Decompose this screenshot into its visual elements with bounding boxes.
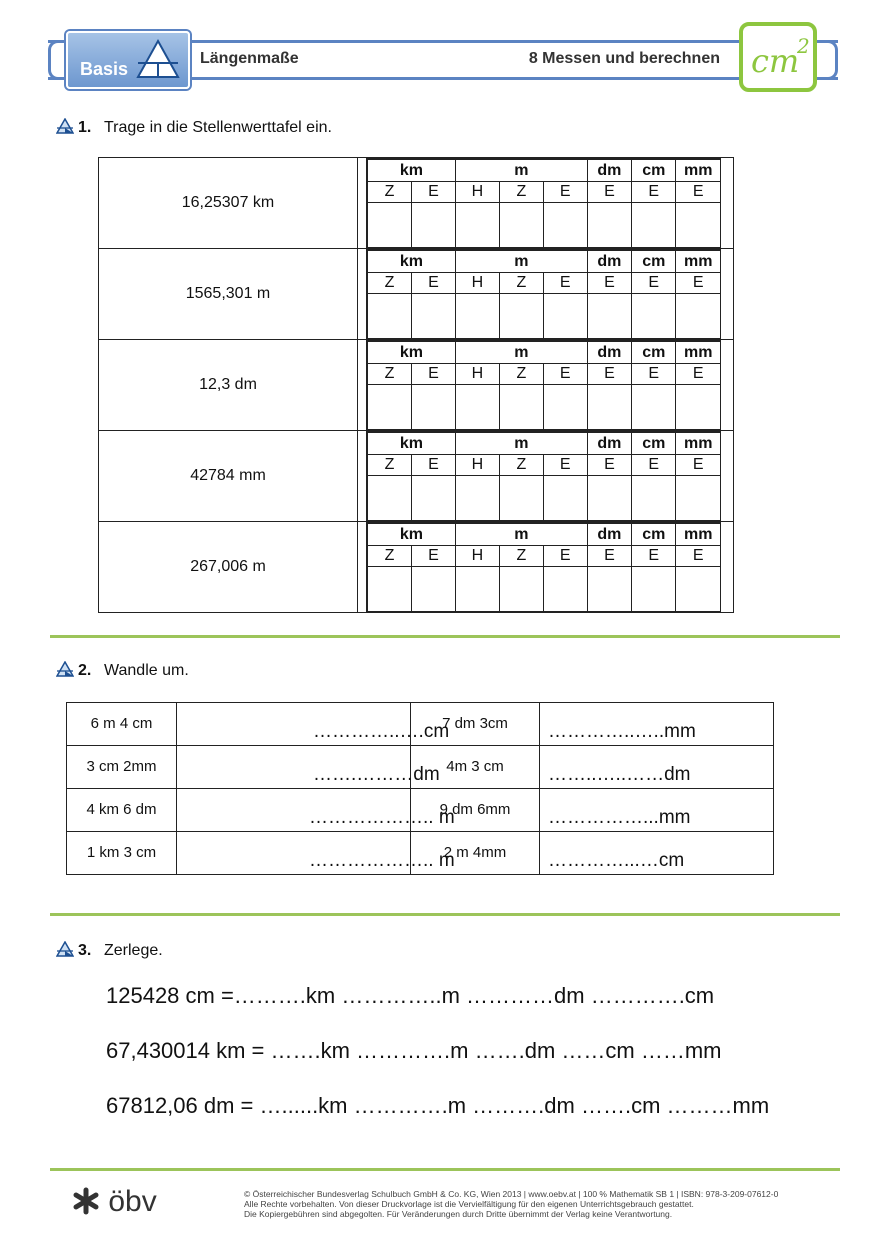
digit-header: H	[455, 273, 499, 294]
answer-cell[interactable]	[455, 476, 499, 521]
task3-instruction: Zerlege.	[104, 942, 163, 959]
digit-header: E	[543, 182, 587, 203]
cm2-logo-exponent: 2	[797, 34, 810, 58]
answer-cell[interactable]	[632, 567, 676, 612]
digit-header: E	[543, 364, 587, 385]
unit-header: dm	[587, 159, 631, 182]
spacer	[358, 522, 367, 613]
spacer	[358, 158, 367, 249]
unit-header: km	[368, 523, 456, 546]
unit-row	[368, 250, 721, 273]
unit-header: cm	[632, 250, 676, 273]
answer-cell[interactable]	[368, 294, 412, 339]
answer-cell[interactable]	[499, 567, 543, 612]
answer-cell[interactable]	[499, 203, 543, 248]
answer-blank: ……………….. m	[309, 807, 455, 828]
conversion-label: 1 km 3 cm	[67, 832, 177, 875]
answer-cell[interactable]	[499, 476, 543, 521]
publisher-logo	[72, 1185, 157, 1219]
digit-header: Z	[368, 455, 412, 476]
digit-header: E	[587, 364, 631, 385]
table-row	[67, 789, 774, 832]
header-bar-left-cap	[48, 40, 62, 80]
answer-cell[interactable]	[587, 294, 631, 339]
digit-header: E	[632, 364, 676, 385]
digit-header: H	[455, 182, 499, 203]
digit-header: E	[587, 273, 631, 294]
digit-header: Z	[368, 273, 412, 294]
unit-header: m	[455, 341, 587, 364]
answer-field[interactable]	[540, 789, 774, 832]
copyright-notice	[244, 1189, 778, 1219]
answer-cell[interactable]	[543, 294, 587, 339]
decompose-line[interactable]: 67812,06 dm = …......km ………….m ……….dm …….cm ………mm	[106, 1093, 770, 1118]
digit-header: E	[411, 546, 455, 567]
task3-number: 3.	[78, 942, 92, 959]
unit-header: cm	[632, 523, 676, 546]
answer-cell[interactable]	[676, 476, 721, 521]
place-value-grid	[367, 340, 734, 431]
cm2-logo-base: cm	[751, 42, 800, 80]
digit-header: E	[632, 546, 676, 567]
table-row	[99, 249, 734, 340]
conversion-label: 4 km 6 dm	[67, 789, 177, 832]
answer-row	[368, 385, 721, 430]
answer-field[interactable]	[540, 746, 774, 789]
digit-header: E	[676, 364, 721, 385]
unit-header: km	[368, 250, 456, 273]
answer-row	[368, 203, 721, 248]
unit-header: m	[455, 250, 587, 273]
task2-number: 2.	[78, 662, 92, 679]
place-value-grid-table	[367, 522, 721, 612]
conversion-label: 6 m 4 cm	[67, 703, 177, 746]
answer-cell[interactable]	[632, 294, 676, 339]
publisher-logo-text: öbv	[108, 1185, 157, 1218]
answer-cell[interactable]	[587, 567, 631, 612]
measurement-value: 267,006 m	[99, 522, 358, 613]
answer-cell[interactable]	[411, 294, 455, 339]
place-value-grid-table	[367, 158, 721, 248]
digit-header: H	[455, 455, 499, 476]
place-value-table	[98, 157, 734, 613]
task2-instruction: Wandle um.	[104, 662, 189, 679]
digit-header: E	[587, 182, 631, 203]
answer-cell[interactable]	[676, 385, 721, 430]
digit-header: Z	[368, 364, 412, 385]
digit-row	[368, 455, 721, 476]
digit-header: Z	[368, 546, 412, 567]
answer-cell[interactable]	[411, 385, 455, 430]
conversion-table	[66, 702, 774, 875]
digit-row	[368, 364, 721, 385]
answer-cell[interactable]	[587, 385, 631, 430]
digit-header: E	[632, 455, 676, 476]
digit-header: E	[587, 455, 631, 476]
spacer	[358, 249, 367, 340]
answer-cell[interactable]	[368, 476, 412, 521]
star-icon	[72, 1187, 100, 1215]
task1-number: 1.	[78, 119, 92, 136]
copyright-line: Die Kopiergebühren sind abgegolten. Für Veränderungen durch Dritte übernimmt der Verlag keine Verantwortung.	[244, 1209, 673, 1219]
place-value-grid	[367, 522, 734, 613]
digit-row	[368, 546, 721, 567]
answer-cell[interactable]	[411, 476, 455, 521]
unit-header: m	[455, 523, 587, 546]
answer-cell[interactable]	[368, 567, 412, 612]
copyright-line: Alle Rechte vorbehalten. Von dieser Druckvorlage ist die Vervielfältigung für den eigenen Unterrichtsgebrauch gestattet.	[244, 1199, 694, 1209]
table-row	[99, 158, 734, 249]
unit-row	[368, 523, 721, 546]
spacer	[358, 340, 367, 431]
digit-header: Z	[499, 455, 543, 476]
answer-cell[interactable]	[543, 567, 587, 612]
conversion-label: 3 cm 2mm	[67, 746, 177, 789]
pyramid-icon	[56, 661, 74, 677]
answer-field[interactable]	[177, 746, 440, 789]
digit-header: E	[676, 182, 721, 203]
conversion-label: 7 dm 3cm	[411, 703, 540, 746]
digit-header: E	[676, 455, 721, 476]
measurement-value: 1565,301 m	[99, 249, 358, 340]
place-value-grid	[367, 158, 734, 249]
place-value-grid-table	[367, 431, 721, 521]
digit-header: H	[455, 546, 499, 567]
answer-cell[interactable]	[499, 385, 543, 430]
task2-heading	[56, 661, 189, 680]
place-value-grid-table	[367, 249, 721, 339]
digit-header: E	[632, 273, 676, 294]
table-row	[99, 431, 734, 522]
digit-header: E	[543, 455, 587, 476]
answer-field[interactable]	[177, 703, 450, 746]
unit-header: km	[368, 159, 456, 182]
separator	[50, 635, 840, 638]
table-row	[67, 746, 774, 789]
answer-cell[interactable]	[676, 567, 721, 612]
conversion-label: 4m 3 cm	[411, 746, 540, 789]
unit-row	[368, 159, 721, 182]
place-value-grid	[367, 431, 734, 522]
measurement-value: 16,25307 km	[99, 158, 358, 249]
answer-field[interactable]	[177, 789, 455, 832]
conversion-label: 2 m 4mm	[411, 832, 540, 875]
unit-header: m	[455, 159, 587, 182]
answer-row	[368, 294, 721, 339]
table-row	[99, 340, 734, 431]
answer-blank: ……..…..……dm	[548, 764, 691, 785]
answer-row	[368, 476, 721, 521]
header-bar-right-cap	[824, 40, 838, 80]
answer-blank: …………...…cm	[548, 850, 685, 871]
basis-badge-label: Basis	[80, 59, 129, 79]
table-row	[67, 703, 774, 746]
pyramid-icon	[56, 118, 74, 134]
answer-blank: …………..….cm	[313, 721, 450, 742]
digit-row	[368, 273, 721, 294]
unit-header: dm	[587, 523, 631, 546]
unit-header: dm	[587, 341, 631, 364]
answer-cell[interactable]	[499, 294, 543, 339]
digit-header: E	[676, 546, 721, 567]
unit-row	[368, 341, 721, 364]
unit-header: cm	[632, 432, 676, 455]
digit-header: E	[411, 182, 455, 203]
digit-header: E	[587, 546, 631, 567]
unit-header: cm	[632, 341, 676, 364]
unit-header: dm	[587, 432, 631, 455]
digit-header: E	[543, 546, 587, 567]
unit-row	[368, 432, 721, 455]
separator	[50, 913, 840, 916]
digit-header: E	[411, 455, 455, 476]
unit-header: km	[368, 432, 456, 455]
answer-cell[interactable]	[368, 203, 412, 248]
cm2-logo	[739, 22, 817, 92]
answer-cell[interactable]	[587, 203, 631, 248]
answer-cell[interactable]	[543, 203, 587, 248]
unit-header: mm	[676, 159, 721, 182]
pyramid-icon	[56, 941, 74, 957]
answer-cell[interactable]	[455, 385, 499, 430]
digit-row	[368, 182, 721, 203]
answer-cell[interactable]	[632, 385, 676, 430]
unit-header: mm	[676, 250, 721, 273]
answer-blank: ……………….. m	[309, 850, 455, 871]
unit-header: mm	[676, 341, 721, 364]
unit-header: dm	[587, 250, 631, 273]
digit-header: Z	[368, 182, 412, 203]
measurement-value: 12,3 dm	[99, 340, 358, 431]
unit-header: m	[455, 432, 587, 455]
answer-cell[interactable]	[632, 203, 676, 248]
digit-header: E	[411, 273, 455, 294]
digit-header: E	[411, 364, 455, 385]
basis-badge	[66, 31, 190, 89]
table-row	[67, 832, 774, 875]
answer-cell[interactable]	[543, 385, 587, 430]
answer-field[interactable]	[177, 832, 455, 875]
digit-header: H	[455, 364, 499, 385]
answer-cell[interactable]	[455, 203, 499, 248]
answer-blank: …….………dm	[313, 764, 440, 785]
measurement-value: 42784 mm	[99, 431, 358, 522]
task1-instruction: Trage in die Stellenwerttafel ein.	[104, 119, 332, 136]
place-value-grid-table	[367, 340, 721, 430]
answer-field[interactable]	[540, 703, 774, 746]
digit-header: E	[676, 273, 721, 294]
copyright-line: © Österreichischer Bundesverlag Schulbuch GmbH & Co. KG, Wien 2013 | www.oebv.at | 100 % Mathematik SB 1 | ISBN: 978-3-209-07612-0	[244, 1189, 779, 1199]
answer-cell[interactable]	[455, 294, 499, 339]
answer-cell[interactable]	[676, 203, 721, 248]
digit-header: Z	[499, 273, 543, 294]
unit-header: mm	[676, 523, 721, 546]
pyramid-icon	[136, 37, 180, 81]
task1-heading	[56, 118, 332, 137]
unit-header: mm	[676, 432, 721, 455]
page-title: Längenmaße	[200, 50, 299, 67]
answer-field[interactable]	[540, 832, 774, 875]
unit-header: cm	[632, 159, 676, 182]
task3-heading	[56, 941, 163, 960]
digit-header: E	[543, 273, 587, 294]
place-value-grid	[367, 249, 734, 340]
answer-row	[368, 567, 721, 612]
answer-cell[interactable]	[455, 567, 499, 612]
answer-cell[interactable]	[676, 294, 721, 339]
digit-header: E	[632, 182, 676, 203]
digit-header: Z	[499, 182, 543, 203]
digit-header: Z	[499, 364, 543, 385]
answer-blank: ……………...mm	[548, 807, 691, 828]
conversion-label: 9 dm 6mm	[411, 789, 540, 832]
answer-cell[interactable]	[368, 385, 412, 430]
separator	[50, 1168, 840, 1171]
digit-header: Z	[499, 546, 543, 567]
chapter-title: 8 Messen und berechnen	[528, 50, 720, 67]
answer-cell[interactable]	[587, 476, 631, 521]
unit-header: km	[368, 341, 456, 364]
answer-cell[interactable]	[632, 476, 676, 521]
answer-cell[interactable]	[543, 476, 587, 521]
answer-blank: …………..…..mm	[548, 721, 696, 742]
answer-cell[interactable]	[411, 203, 455, 248]
decompose-line[interactable]: 125428 cm =……….km …………..m …………dm ………….cm	[106, 983, 715, 1008]
answer-cell[interactable]	[411, 567, 455, 612]
spacer	[358, 431, 367, 522]
decompose-line[interactable]: 67,430014 km = …….km ………….m …….dm ……cm ……mm	[106, 1038, 722, 1063]
table-row	[99, 522, 734, 613]
